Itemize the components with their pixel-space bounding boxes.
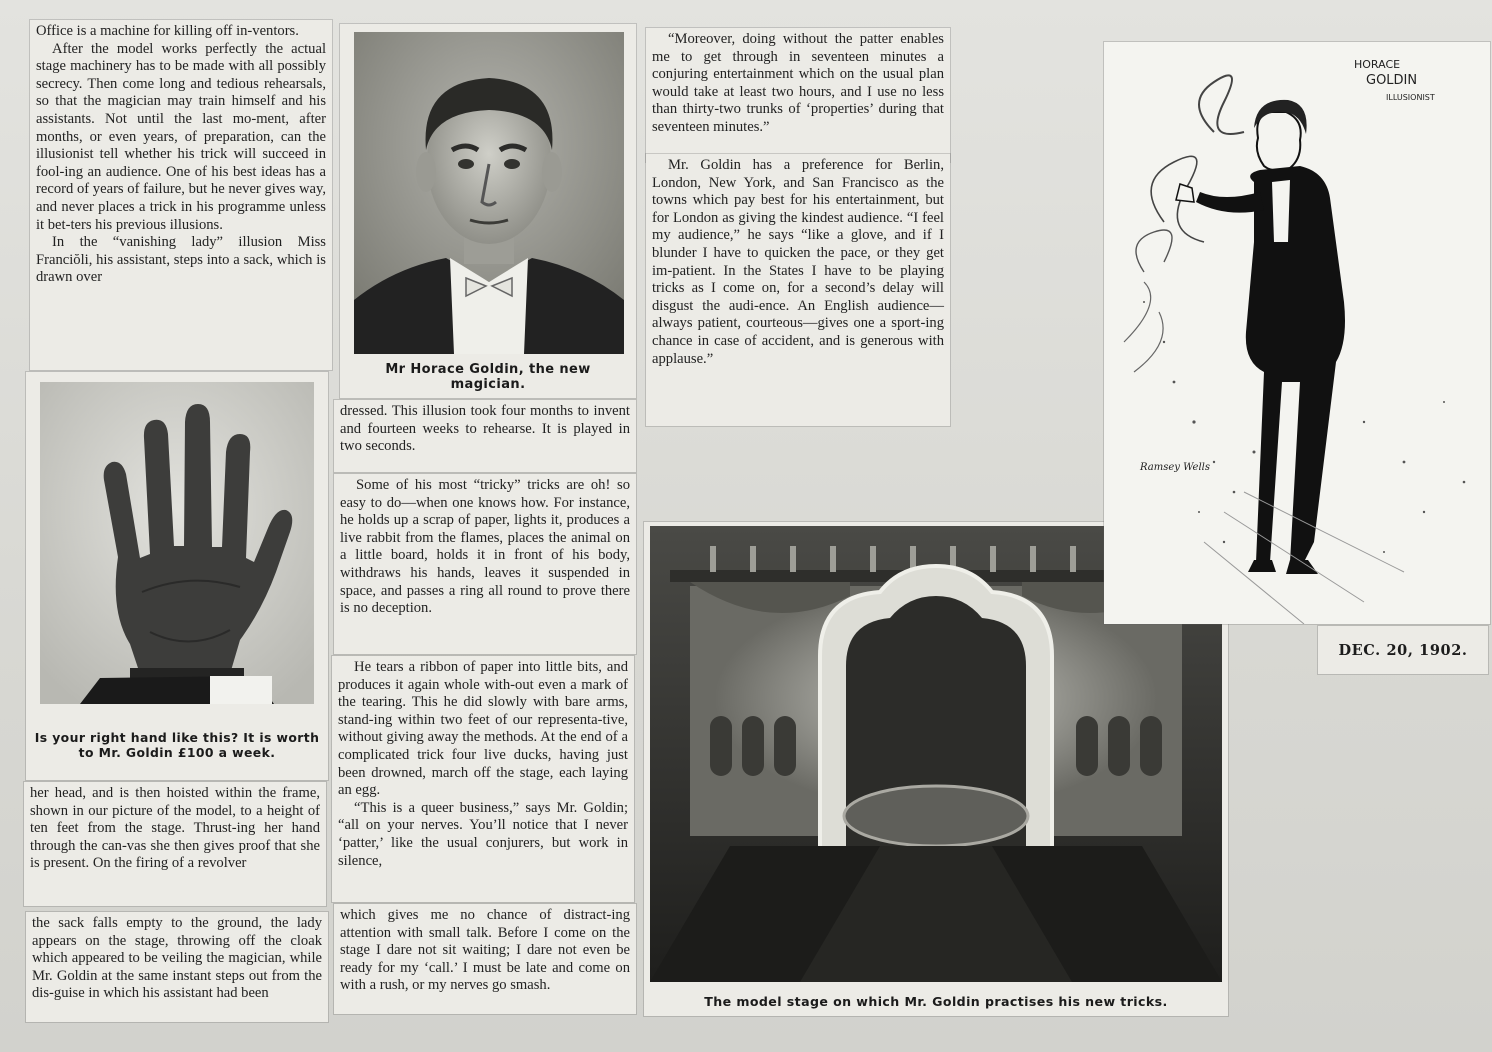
hand-photo-caption: Is your right hand like this? It is worth to Mr. Goldin £100 a week.	[34, 730, 320, 760]
stage-photo-caption: The model stage on which Mr. Goldin practises his new tricks.	[704, 994, 1168, 1009]
portrait-clipping	[340, 24, 636, 398]
sketch-title-line-2: GOLDIN	[1366, 73, 1418, 88]
article-paragraph: Office is a machine for killing off in-ventors.	[36, 23, 299, 39]
hand-photo	[40, 382, 314, 704]
article-paragraph: After the model works perfectly the actual stage machinery has to be made with all possibly secrecy. Then come long and tedious rehearsals, so that the magician may train himself and his assistants. Not until the last mo-ment, after months, or even years, of preparation, can the illusionist tell whether his trick will succeed in fool-ing an audience. One of his best ideas has a record of years of failure, but he never gives way, and never places a trick in his programme unless it bet-ters his previous illusions.	[36, 40, 326, 233]
article-paragraph: Some of his most “tricky” tricks are oh! so easy to do—when one knows how. For instance, he holds up a scrap of paper, lights it, produces a live rabbit from the flames, places the animal on a little board, holds it in front of his body, withdraws his hands, leaves it suspended in space, and passes a ring all round to prove there is no deception.	[340, 477, 630, 617]
article-paragraph: the sack falls empty to the ground, the lady appears on the stage, throwing off the cloak which appeared to be veiling the magician, while Mr. Goldin at the same instant steps out from the dis-guise in which his assistant had been	[32, 915, 322, 1002]
article-paragraph: Mr. Goldin has a preference for Berlin, London, New York, and San Francisco as the towns which pay best for his entertainment, but for London as giving the kindest audience. “I feel my audience,” he says “like a glove, and if I blunder I have to quicken the pace, or they get im-patient. In the States I have to be playing tricks as I come on, for a second’s delay will disgust the audi-ence. An English audience—always patient, courteous—gives one a sport-ing chance in case of accident, and is generous with applause.”	[652, 157, 944, 367]
article-paragraph: He tears a ribbon of paper into little bits, and produces it again whole with-out even a mark of the tearing. This he did slowly with bare arms, stand-ing within two feet of our representa-tive, without giving away the methods. At the end of a complicated trick four live ducks, having just been drowned, march off the stage, each laying an egg.	[338, 659, 628, 799]
article-paragraph: “Moreover, doing without the patter enables me to get through in seventeen minutes a conjuring entertainment which on the usual plan would take at least two hours, and I use no less than thirty-two trunks of ‘properties’ during that seventeen minutes.”	[652, 31, 944, 135]
article-column-3-a	[646, 28, 950, 162]
article-column-1-middle	[24, 782, 326, 906]
portrait-caption: Mr Horace Goldin, the new magician.	[385, 362, 591, 392]
hand-illustration	[40, 382, 314, 704]
article-column-3-b	[646, 154, 950, 426]
goldin-caricature	[1104, 42, 1490, 624]
article-paragraph: In the “vanishing lady” illusion Miss Franciŏli, his assistant, steps into a sack, which is drawn over	[36, 234, 326, 286]
article-column-1-top	[30, 20, 332, 370]
article-column-2-a	[334, 400, 636, 472]
artist-signature: Ramsey Wells	[1140, 462, 1210, 473]
article-paragraph: “This is a queer business,” says Mr. Goldin; “all on your nerves. You’ll notice that I never ‘patter,’ like the usual conjurers, but work in silence,	[338, 799, 628, 869]
article-column-1-bottom	[26, 912, 328, 1022]
article-paragraph: dressed. This illusion took four months to invent and fourteen weeks to rehearse. It is played in two seconds.	[340, 403, 630, 455]
caricature-clipping	[1104, 42, 1490, 624]
sketch-title-line-1: HORACE	[1354, 58, 1401, 71]
date-label	[1318, 626, 1488, 674]
article-paragraph: which gives me no chance of distract-ing attention with small talk. Before I come on the stage I dare not sit waiting; I dare not even be ready for my ‘call.’ I must be late and come on with a rush, or my nerves go smash.	[340, 907, 630, 994]
date-label-text: DEC. 20, 1902.	[1338, 641, 1468, 659]
portrait-illustration	[354, 32, 624, 354]
sketch-title-line-3: ILLUSIONIST	[1386, 93, 1435, 102]
article-column-2-b	[334, 474, 636, 654]
horace-goldin-portrait	[354, 32, 624, 354]
hand-photo-clipping	[26, 372, 328, 780]
article-column-2-d	[334, 904, 636, 1014]
article-column-2-c	[332, 656, 634, 902]
article-paragraph: her head, and is then hoisted within the frame, shown in our picture of the model, to a height of ten feet from the stage. Thrust-ing her hand through the can-vas she then gives proof that she is present. On the firing of a revolver	[30, 785, 320, 872]
